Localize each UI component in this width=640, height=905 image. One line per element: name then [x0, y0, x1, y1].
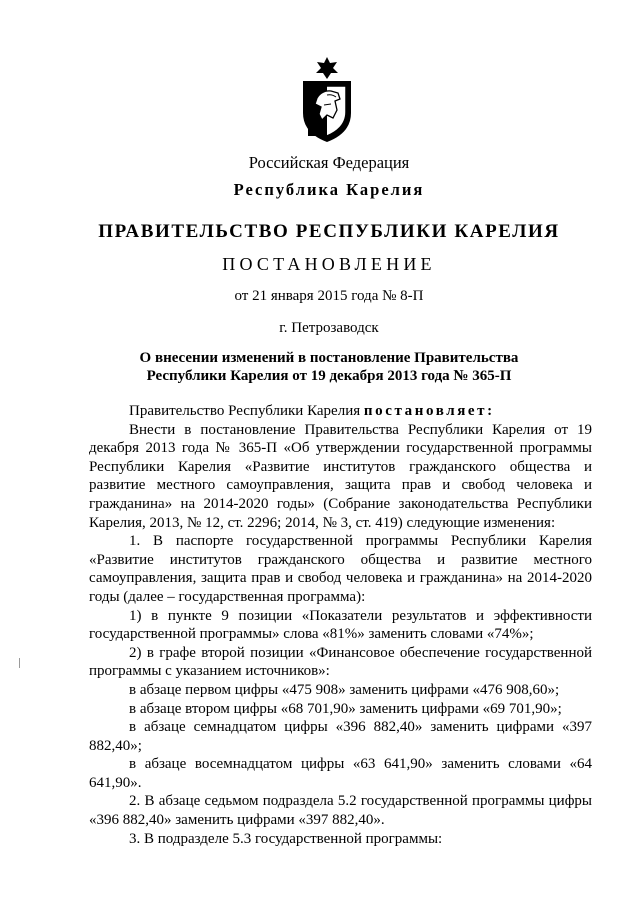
coat-of-arms-emblem	[300, 57, 354, 143]
body-paragraph: 2) в графе второй позиции «Финансовое обеспечение государственной программы с указанием источников»:	[89, 644, 592, 680]
document-type: ПОСТАНОВЛЕНИЕ	[222, 254, 436, 274]
decree-verb: постановляет:	[363, 403, 495, 419]
body-paragraph: в абзаце втором цифры «68 701,90» заменить цифрами «69 701,90»;	[129, 700, 562, 717]
document-body	[89, 402, 592, 848]
body-paragraph: 2. В абзаце седьмом подраздела 5.2 государственной программы цифры «396 882,40» заменить цифрами «397 882,40».	[89, 793, 592, 829]
document-subject-line-1: О внесении изменений в постановление Правительства	[139, 350, 519, 366]
federation-title: Российская Федерация	[248, 153, 410, 172]
body-paragraph: 1) в пункте 9 позиции «Показатели результатов и эффективности государственной программы» слова «81%» заменить словами «74%»;	[89, 607, 592, 643]
body-paragraph: 3. В подразделе 5.3 государственной программы:	[129, 830, 443, 847]
body-paragraph: Внести в постановление Правительства Республики Карелия от 19 декабря 2013 года № 365-П «Об утверждении государственной программы Республики Карелия «Развитие институтов гражданского общества и развитие местного самоуправления, защита прав и свобод человека и гражданина» на 2014-2020 годы» (Собрание законодательства Республики Карелия, 2013, № 12, ст. 2296; 2014, № 3, ст. 419) следующие изменения:	[89, 421, 592, 531]
document-city: г. Петрозаводск	[279, 320, 379, 336]
body-paragraph: в абзаце семнадцатом цифры «396 882,40» заменить цифрами «397 882,40»;	[89, 719, 592, 754]
document-date-number: от 21 января 2015 года № 8-П	[234, 288, 424, 304]
margin-mark	[19, 658, 20, 668]
republic-title: Республика Карелия	[233, 180, 425, 199]
government-title: ПРАВИТЕЛЬСТВО РЕСПУБЛИКИ КАРЕЛИЯ	[98, 221, 560, 242]
body-paragraph: в абзаце первом цифры «475 908» заменить цифрами «476 908,60»;	[129, 681, 560, 698]
body-paragraph: 1. В паспорте государственной программы Республики Карелия «Развитие институтов гражданского общества и развитие местного самоуправления, защита прав и свобод человека и гражданина» на 2014-2020 годы (далее – государственная программа):	[89, 533, 592, 605]
decree-intro-paragraph	[89, 402, 592, 421]
document-subject-line-2: Республики Карелия от 19 декабря 2013 года № 365-П	[146, 368, 512, 384]
decree-intro: Правительство Республики Карелия	[129, 403, 361, 419]
body-paragraph: в абзаце восемнадцатом цифры «63 641,90» заменить словами «64 641,90».	[89, 756, 592, 791]
